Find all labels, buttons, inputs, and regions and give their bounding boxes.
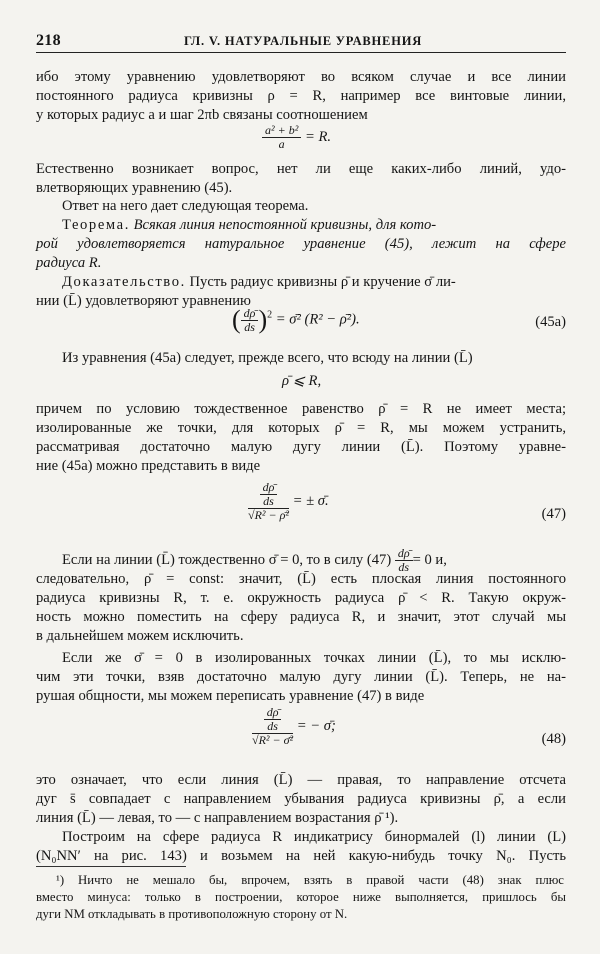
inline-eq-tail: = 0 и, bbox=[412, 551, 447, 568]
inline-frac-den: ds bbox=[398, 560, 410, 574]
text-line: следовательно, ρ̄ = const: значит, (L̄) есть плоская линия постоянного bbox=[36, 571, 566, 587]
text-line: изолированные же точки, для которых ρ̄ = R, мы можем устранить, bbox=[36, 420, 566, 436]
text-line: влетворяющих уравнению (45). bbox=[36, 180, 233, 196]
eq48-inner-num: dρ̄ bbox=[264, 706, 282, 720]
eq45a-denominator: ds bbox=[244, 319, 255, 334]
text-line: ность можно поместить на сферу радиуса R, и значит, этот случай мы bbox=[36, 609, 566, 625]
theorem-line bbox=[62, 216, 566, 234]
helix-numerator: a² + b² bbox=[262, 124, 301, 138]
text-line: рассматривая достаточно малую дугу линии (L̄). Поэтому уравне- bbox=[36, 439, 566, 455]
equation-45a-tag: (45а) bbox=[535, 314, 566, 330]
proof-text: Пусть радиус кривизны ρ̄ и кручение σ̄ ли- bbox=[189, 274, 456, 290]
text-line: чим эти точки, взяв достаточно малую дугу линии (L̄). Теперь, не на- bbox=[36, 669, 566, 685]
text-line: Из уравнения (45а) следует, прежде всего, что всюду на линии (L̄) bbox=[62, 350, 473, 366]
page-number: 218 bbox=[36, 32, 61, 49]
text-line: ние (45а) можно представить в виде bbox=[36, 458, 261, 474]
eq48-rhs: = − σ̄; bbox=[296, 717, 336, 734]
footnote-line: ¹) Ничто не мешало бы, впрочем, взять в правой части (48) знак плюс bbox=[56, 873, 564, 887]
helix-denominator: a bbox=[278, 137, 285, 151]
eq47-inner-num: dρ̄ bbox=[260, 481, 278, 495]
equation-45a: ( $\frac{d\rhō}{ds}$ )$^2$ = σ̄² (R² − ρ̄²). bbox=[232, 305, 360, 334]
inline-eq-text: Если на линии (L̄) тождественно σ̄ = 0, то в силу (47) bbox=[62, 551, 392, 568]
running-header bbox=[36, 30, 566, 53]
text-line: причем по условию тождественное равенство ρ̄ = R не имеет места; bbox=[36, 401, 566, 417]
text-line: это означает, что если линия (L̄) — правая, то направление отсчета bbox=[36, 772, 566, 788]
text-line: постоянного радиуса кривизны ρ = R, например все винтовые линии, bbox=[36, 88, 566, 104]
helix-equation bbox=[262, 124, 331, 151]
footnote-rule bbox=[36, 866, 186, 867]
footnote-line: вместо минуса: только в построении, которое ниже выполняется, пришлось бы bbox=[36, 890, 566, 904]
text-line: радиуса кривизны R, т. е. окружность радиуса ρ̄ < R. Такую окруж- bbox=[36, 590, 566, 606]
text-line: Построим на сфере радиуса R индикатрису бинормалей (l) линии (L) bbox=[62, 829, 566, 845]
theorem-label: Теорема. bbox=[62, 217, 130, 233]
eq48-numerator bbox=[252, 706, 293, 734]
proof-label: Доказательство. bbox=[62, 274, 186, 290]
proof-line bbox=[62, 273, 566, 291]
equation-47-tag: (47) bbox=[541, 506, 566, 522]
text-line: ибо этому уравнению удовлетворяют во всяком случае и все линии bbox=[36, 69, 566, 85]
equation-48 bbox=[252, 706, 336, 747]
text-line: рушая общности, мы можем переписать уравнение (47) в виде bbox=[36, 688, 425, 704]
text-line: в дальнейшем можем исключить. bbox=[36, 628, 244, 644]
theorem-line: рой удовлетворяется натуральное уравнение (45), лежит на сфере bbox=[36, 236, 566, 252]
footnote-line: дуги NM откладывать в противоположную сторону от N. bbox=[36, 907, 348, 921]
text-line: (N₀NN′ на рис. 143) и возьмем на ней какую-нибудь точку N₀. Пусть bbox=[36, 848, 566, 864]
eq47-root: √R² − ρ̄² bbox=[248, 508, 289, 522]
theorem-line: радиуса R. bbox=[36, 255, 102, 271]
eq48-inner-den: ds bbox=[267, 719, 278, 733]
text-line: дуг s̄ совпадает с направлением убывания радиуса кривизны ρ̄, а если bbox=[36, 791, 566, 807]
eq45a-rhs: = σ̄² (R² − ρ̄²). bbox=[275, 311, 360, 328]
chapter-title: ГЛ. V. НАТУРАЛЬНЫЕ УРАВНЕНИЯ bbox=[184, 34, 423, 48]
text-line: Естественно возникает вопрос, нет ли еще каких-либо линий, удо- bbox=[36, 161, 566, 177]
equation-48-tag: (48) bbox=[541, 731, 566, 747]
eq45a-numerator: dρ̄ bbox=[241, 307, 259, 321]
inequality: ρ̄ ⩽ R, bbox=[282, 373, 322, 389]
eq47-rhs: = ± σ̄. bbox=[292, 492, 329, 509]
helix-rhs: = R. bbox=[304, 128, 332, 145]
eq47-numerator bbox=[248, 481, 289, 509]
eq48-root: √R² − σ̄² bbox=[252, 733, 294, 747]
text-line: Ответ на него дает следующая теорема. bbox=[62, 198, 309, 214]
text-line: линия (L̄) — левая, то — с направлением возрастания ρ̄ ¹). bbox=[36, 810, 399, 826]
text-line: у которых радиус a и шаг 2πb связаны соотношением bbox=[36, 107, 368, 123]
equation-47 bbox=[248, 481, 329, 522]
theorem-text: Всякая линия непостоянной кривизны, для кото- bbox=[133, 217, 437, 233]
text-line: Если же σ̄ = 0 в изолированных точках линии (L̄), то мы исклю- bbox=[62, 650, 566, 666]
eq47-inner-den: ds bbox=[263, 494, 274, 508]
inline-frac-num: dρ̄ bbox=[395, 547, 413, 561]
text-line: нии (L̄) удовлетворяют уравнению bbox=[36, 293, 251, 309]
